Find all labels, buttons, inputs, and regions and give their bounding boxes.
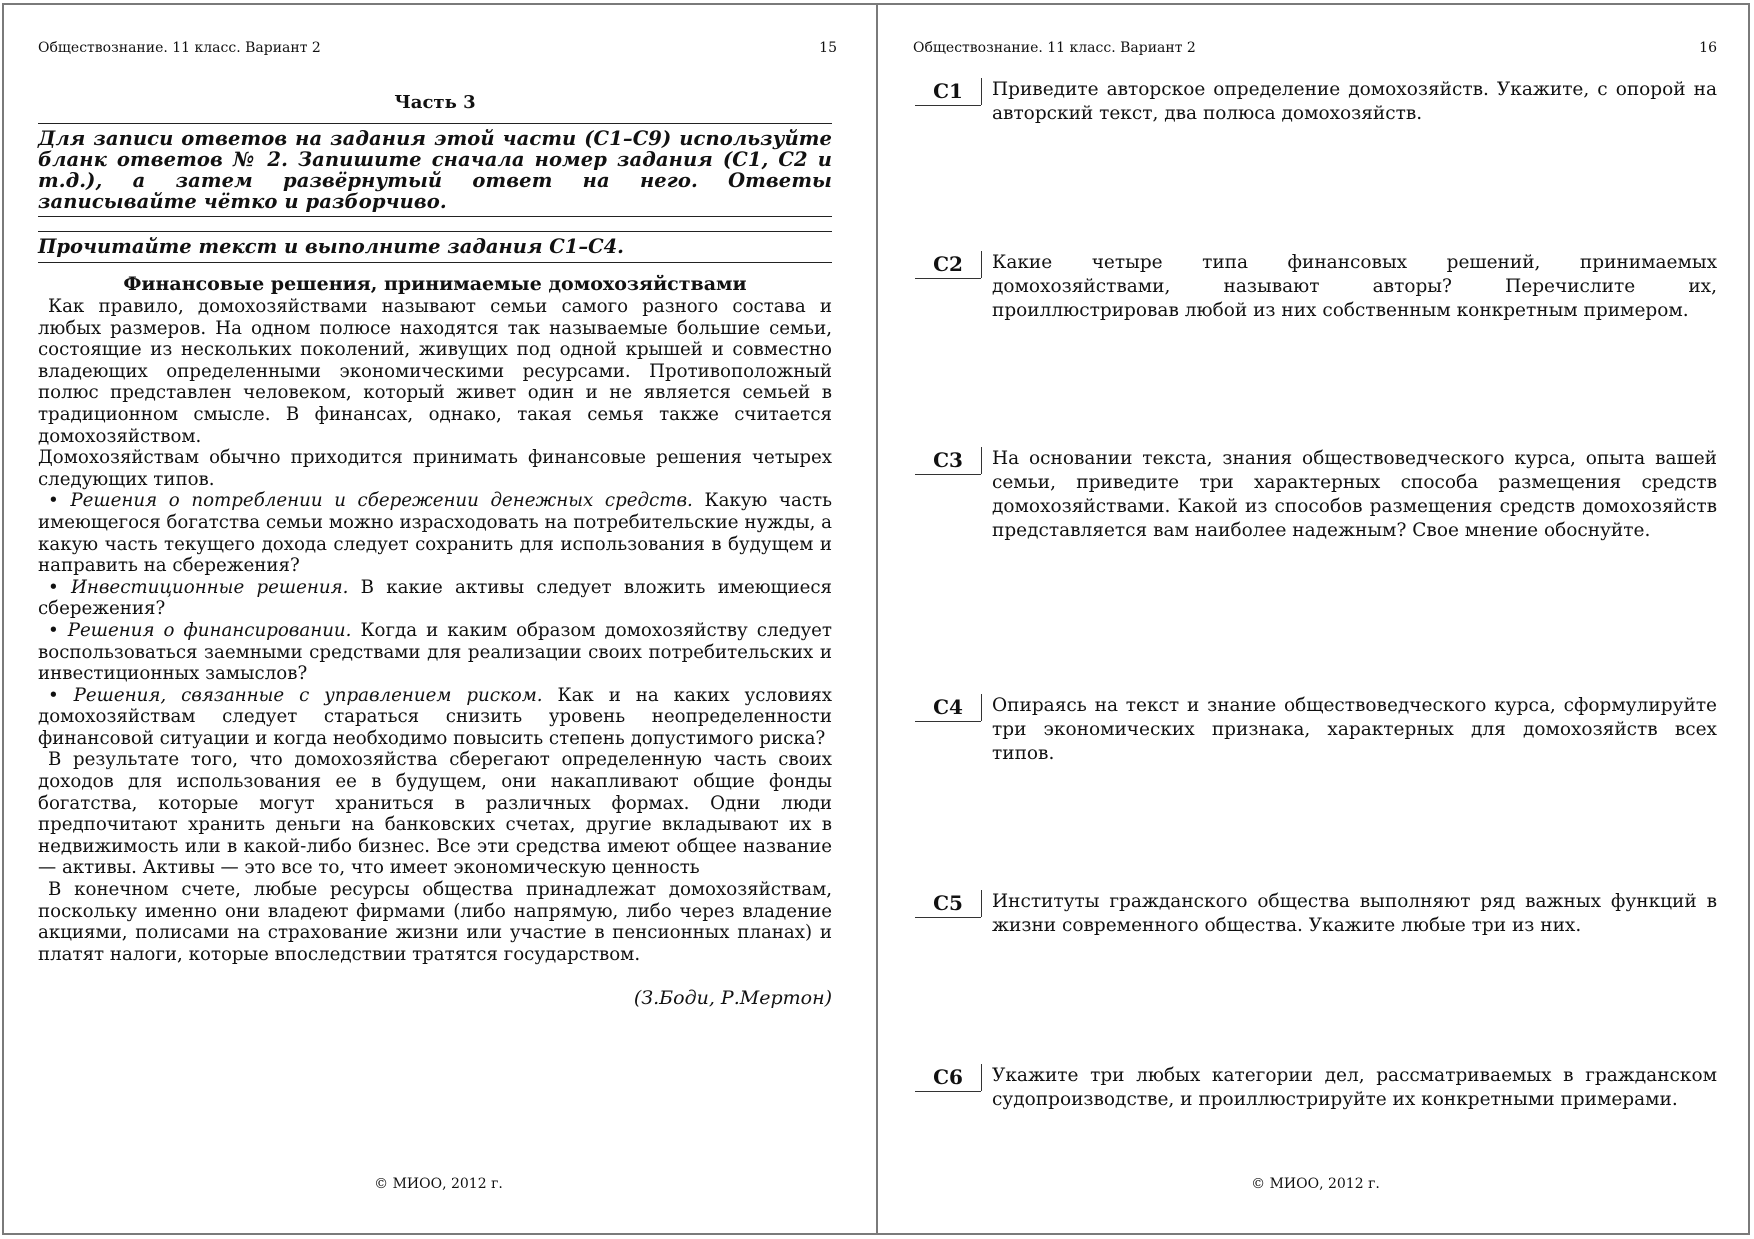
question-label: С1: [915, 78, 981, 106]
rule-read-bottom: [38, 262, 832, 263]
part-title: Часть 3: [394, 92, 476, 113]
right-page-footer: © МИОО, 2012 г.: [1251, 1176, 1380, 1192]
right-page-header: [913, 40, 1717, 56]
bullet-text: В какие активы следует вложить имеющиеся сбережения?: [38, 576, 833, 620]
question-label: С2: [915, 251, 981, 279]
bullet-text: Когда и каким образом домохозяйству следует воспользоваться заемными средствами для реализации своих потребительских и инвестиционных замыслов?: [38, 619, 832, 685]
bullet-title: Решения о финансировании.: [67, 619, 352, 641]
question-text: На основании текста, знания обществоведческого курса, опыта вашей семьи, приведите три характерных способа размещения средств домохозяйствами. Какой из способов размещения средств домохозяйств представляется вам наиболее надежным? Свое мнение обоснуйте.: [992, 448, 1717, 541]
bullet-text: Как и на каких условиях домохозяйствам следует стараться снизить уровень неопределенности финансовой ситуации и когда необходимо повысить степень допустимого риска?: [38, 684, 832, 749]
page-number: 15: [819, 40, 837, 56]
question-text: Приведите авторское определение домохозяйств. Укажите, с опорой на авторский текст, два полюса домохозяйств.: [992, 79, 1717, 124]
question-c4: [915, 694, 1717, 766]
paragraph-2: Домохозяйствам обычно приходится принимать финансовые решения четырех следующих типов.: [38, 447, 832, 490]
question-c1: [915, 78, 1717, 126]
page-number: 16: [1699, 40, 1717, 56]
question-c6: [915, 1064, 1717, 1112]
question-c3: [915, 447, 1717, 543]
paragraph-3: В результате того, что домохозяйства сберегают определенную часть своих доходов для использования ее в будущем, они накапливают общие фонды богатства, которые могут храниться в различных формах. Одни люди предпочитают хранить деньги на банковских счетах, другие вкладывают их в недвижимость или в какой-либо бизнес. Все эти средства имеют общее название — активы. Активы — это все то, что имеет экономическую ценность: [38, 749, 832, 879]
question-c5: [915, 890, 1717, 938]
rule-read-top: [38, 231, 832, 232]
question-label: С3: [915, 447, 981, 475]
bullet-title: Решения о потреблении и сбережении денежных средств.: [70, 490, 693, 512]
bullet-item: • Решения о финансировании. Когда и каким образом домохозяйству следует воспользоваться заемными средствами для реализации своих потребительских и инвестиционных замыслов?: [38, 619, 832, 685]
left-page-header: [38, 40, 837, 56]
paragraph-4: В конечном счете, любые ресурсы общества принадлежат домохозяйствам, поскольку именно они владеют фирмами (либо напрямую, либо через владение акциями, полисами на страхование жизни или участие в пенсионных планах) и платят налоги, которые впоследствии тратятся государством.: [38, 879, 832, 965]
text-title: Финансовые решения, принимаемые домохозяйствами: [123, 273, 747, 295]
right-page: [877, 0, 1754, 1239]
left-page-footer: © МИОО, 2012 г.: [374, 1176, 503, 1192]
question-c2: [915, 251, 1717, 323]
paragraph-1: Как правило, домохозяйствами называют семьи самого разного состава и любых размеров. На одном полюсе находятся так называемые большие семьи, состоящие из нескольких поколений, живущих под одной крышей и совместно владеющих определенными экономическими ресурсами. Противоположный полюс представлен человеком, который живет один и не является семьей в традиционном смысле. В финансах, однако, такая семья также считается домохозяйством.: [38, 296, 832, 447]
rule-top: [38, 123, 832, 124]
article-body: [38, 296, 832, 965]
bullet-title: Решения, связанные с управлением риском.: [73, 684, 543, 706]
question-text: Институты гражданского общества выполняют ряд важных функций в жизни современного общества. Укажите любые три из них.: [992, 891, 1717, 936]
read-instruction: Прочитайте текст и выполните задания С1–С4.: [38, 235, 624, 258]
question-label: С6: [915, 1064, 981, 1092]
bullet-text: Какую часть имеющегося богатства семьи можно израсходовать на потребительские нужды, а какую часть текущего дохода следует сохранить для использования в будущем и направить на сбережения?: [38, 490, 832, 577]
question-text: Какие четыре типа финансовых решений, принимаемых домохозяйствами, называют авторы? Перечислите их, проиллюстрировав любой из них собственным конкретным примером.: [992, 252, 1717, 321]
bullet-item: • Решения, связанные с управлением риском. Как и на каких условиях домохозяйствам следует стараться снизить уровень неопределенности финансовой ситуации и когда необходимо повысить степень допустимого риска?: [38, 684, 832, 749]
question-label: С5: [915, 890, 981, 918]
bullet-title: Инвестиционные решения.: [71, 576, 349, 598]
text-author: (З.Боди, Р.Мертон): [633, 987, 832, 1010]
question-label: С4: [915, 694, 981, 722]
header-title: Обществознание. 11 класс. Вариант 2: [913, 40, 1196, 56]
bullet-item: • Инвестиционные решения. В какие активы следует вложить имеющиеся сбережения?: [38, 576, 833, 620]
question-text: Опираясь на текст и знание обществоведческого курса, сформулируйте три экономических признака, характерных для домохозяйств всех типов.: [992, 695, 1717, 764]
part-instruction: Для записи ответов на задания этой части (С1–С9) используйте бланк ответов № 2. Запишите сначала номер задания (С1, С2 и т.д.), а затем развёрнутый ответ на него. Ответы записывайте чётко и разборчиво.: [38, 127, 832, 213]
bullet-item: • Решения о потреблении и сбережении денежных средств. Какую часть имеющегося богатства семьи можно израсходовать на потребительские нужды, а какую часть текущего дохода следует сохранить для использования в будущем и направить на сбережения?: [38, 490, 832, 577]
left-content: [38, 92, 832, 1009]
header-title: Обществознание. 11 класс. Вариант 2: [38, 40, 321, 56]
question-text: Укажите три любых категории дел, рассматриваемых в гражданском судопроизводстве, и проиллюстрируйте их конкретными примерами.: [992, 1065, 1717, 1110]
